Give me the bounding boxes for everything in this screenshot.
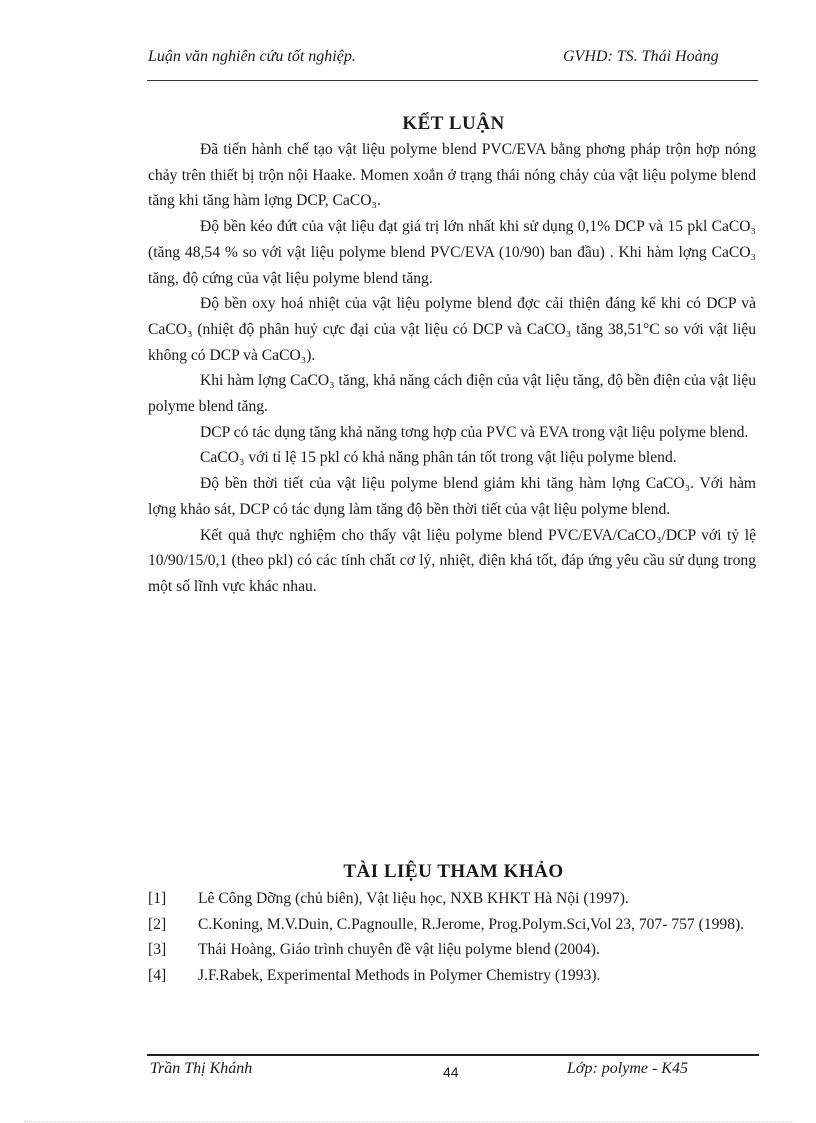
reference-list — [148, 886, 756, 989]
reference-item — [148, 886, 756, 912]
reference-item — [148, 937, 756, 963]
reference-item — [148, 963, 756, 989]
reference-number: [2] — [148, 915, 167, 933]
conclusion-paragraph: Độ bền thời tiết của vật liệu polyme blend giảm khi tăng hàm lợng CaCO₃. Với hàm lợng khảo sát, DCP có tác dụng làm tăng độ bền thời tiết của vật liệu polyme blend. — [148, 475, 756, 518]
reference-number: [4] — [148, 967, 167, 985]
conclusion-paragraph: DCP có tác dụng tăng khả năng tơng hợp của PVC và EVA trong vật liệu polyme blend. — [200, 423, 749, 441]
footer-author: Trần Thị Khánh — [150, 1060, 253, 1077]
footer-divider — [147, 1054, 759, 1056]
header-advisor: GVHD: TS. Thái Hoàng — [563, 48, 719, 65]
references-heading: TÀI LIỆU THAM KHẢO — [343, 861, 564, 882]
page-number: 44 — [443, 1064, 459, 1080]
reference-item — [148, 912, 756, 938]
conclusion-paragraph: Kết quả thực nghiệm cho thấy vật liệu polyme blend PVC/EVA/CaCO₃/DCP với tỷ lệ 10/90/15/0,1 (theo pkl) có các tính chất cơ lý, nhiệt, điện khá tốt, đáp ứng yêu cầu sử dụng trong một số lĩnh vực khác nhau. — [148, 526, 756, 595]
conclusion-heading: KẾT LUẬN — [402, 113, 505, 134]
page-edge-dotted-line — [24, 1121, 794, 1122]
header-divider — [147, 80, 758, 81]
reference-text: J.F.Rabek, Experimental Methods in Polymer Chemistry (1993). — [198, 967, 601, 985]
header-thesis-title: Luận văn nghiên cứu tốt nghiệp. — [148, 48, 356, 65]
reference-number: [3] — [148, 941, 167, 959]
reference-text: Lê Công Dỡng (chủ biên), Vật liệu học, NXB KHKT Hà Nội (1997). — [198, 890, 629, 907]
footer-class: Lớp: polyme - K45 — [567, 1060, 688, 1077]
conclusion-paragraph: Độ bền oxy hoá nhiệt của vật liệu polyme blend đợc cải thiện đáng kể khi có DCP và CaCO₃ (nhiệt độ phân huỷ cực đại của vật liệu có DCP và CaCO₃ tăng 38,51°C so với vật liệu không có DCP và CaCO₃). — [148, 295, 756, 364]
conclusion-paragraph: CaCO₃ với tỉ lệ 15 pkl có khả năng phân tán tốt trong vật liệu polyme blend. — [200, 449, 677, 467]
conclusion-paragraph: Khi hàm lợng CaCO₃ tăng, khả năng cách điện của vật liệu tăng, độ bền điện của vật liệu polyme blend tăng. — [148, 372, 756, 416]
conclusion-paragraph: Độ bền kéo đứt của vật liệu đạt giá trị lớn nhất khi sử dụng 0,1% DCP và 15 pkl CaCO₃ (tăng 48,54 % so với vật liệu polyme blend PVC/EVA (10/90) ban đầu) . Khi hàm lợng CaCO₃ tăng, độ cứng của vật liệu polyme blend tăng. — [148, 218, 756, 287]
reference-number: [1] — [148, 890, 167, 907]
reference-text: C.Koning, M.V.Duin, C.Pagnoulle, R.Jerome, Prog.Polym.Sci,Vol 23, 707- 757 (1998). — [198, 915, 745, 933]
conclusion-body — [148, 137, 756, 600]
conclusion-paragraph: Đã tiến hành chế tạo vật liệu polyme blend PVC/EVA bằng phơng pháp trộn hợp nóng chảy trên thiết bị trộn nội Haake. Momen xoắn ở trạng thái nóng chảy của vật liệu polyme blend tăng khi tăng hàm lợng DCP, CaCO₃. — [148, 141, 756, 210]
reference-text: Thái Hoàng, Giáo trình chuyên đề vật liệu polyme blend (2004). — [198, 941, 600, 959]
